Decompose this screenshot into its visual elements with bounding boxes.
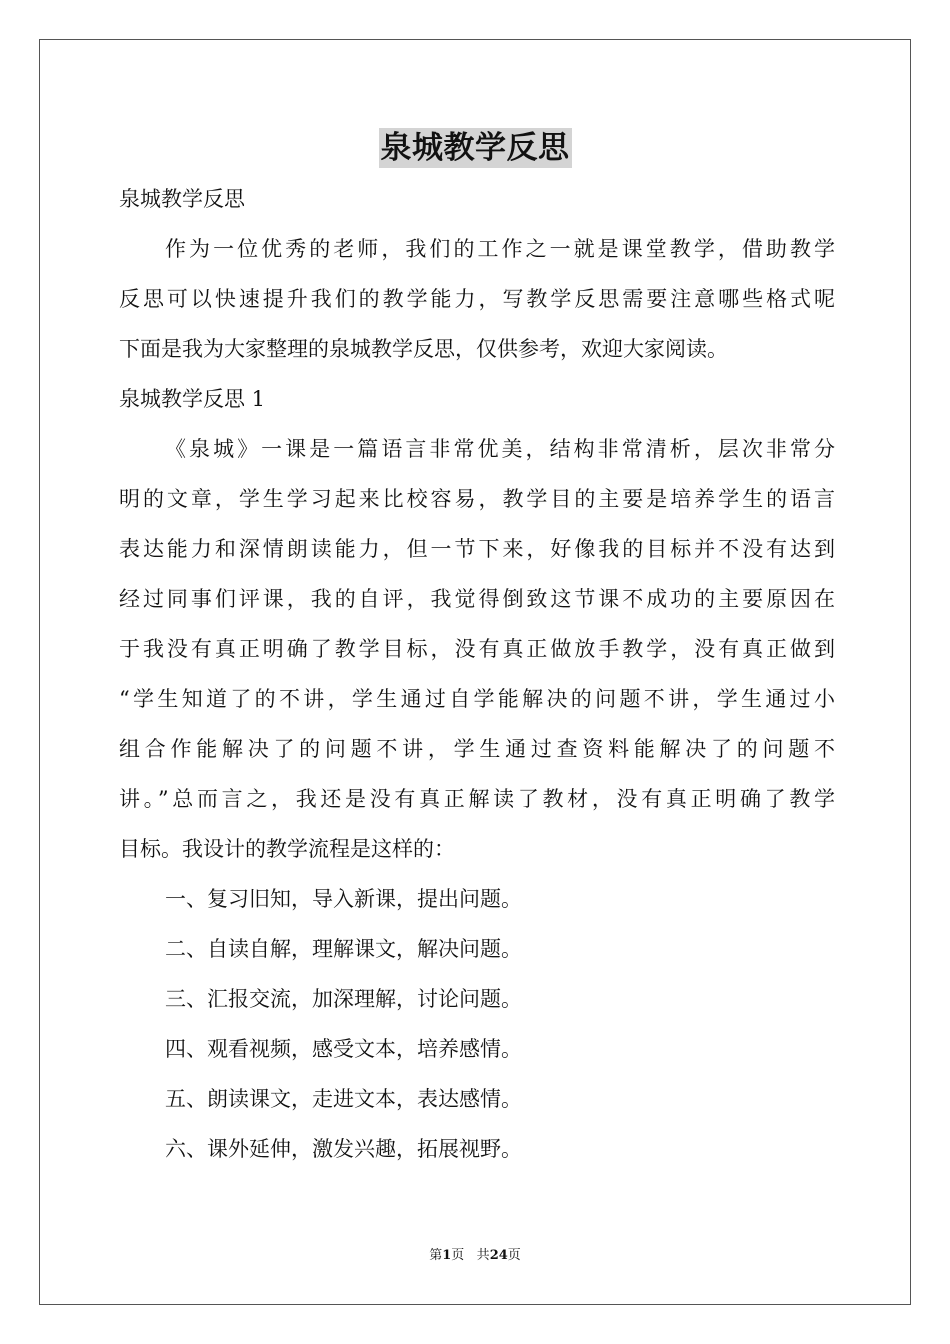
document-title: 泉城教学反思 — [380, 130, 570, 166]
paragraph-line: 表达能力和深情朗读能力，但一节下来，好像我的目标并不没有达到 — [119, 537, 835, 561]
list-item: 一、复习旧知，导入新课，提出问题。 — [165, 887, 522, 911]
document-body — [119, 174, 835, 1174]
paragraph-line: 经过同事们评课，我的自评，我觉得倒致这节课不成功的主要原因在 — [119, 587, 835, 611]
paragraph-line: 下面是我为大家整理的泉城教学反思，仅供参考，欢迎大家阅读。 — [119, 337, 728, 361]
total-suffix: 页 — [507, 1248, 521, 1263]
title-container — [0, 128, 950, 168]
total-prefix: 共 — [476, 1248, 490, 1263]
list-item: 三、汇报交流，加深理解，讨论问题。 — [165, 987, 522, 1011]
list-item: 二、自读自解，理解课文，解决问题。 — [165, 937, 522, 961]
paragraph-line: 作为一位优秀的老师，我们的工作之一就是课堂教学，借助教学 — [165, 237, 835, 261]
paragraph-line: 《泉城》一课是一篇语言非常优美，结构非常清析，层次非常分 — [165, 437, 835, 461]
paragraph-line: 反思可以快速提升我们的教学能力，写教学反思需要注意哪些格式呢 — [119, 287, 835, 311]
paragraph-line: 组合作能解决了的问题不讲，学生通过查资料能解决了的问题不 — [119, 737, 835, 761]
section-heading: 泉城教学反思 1 — [119, 387, 266, 411]
total-pages: 24 — [489, 1248, 508, 1263]
list-item: 六、课外延伸，激发兴趣，拓展视野。 — [165, 1137, 522, 1161]
page-suffix: 页 — [451, 1248, 465, 1263]
paragraph-line: 目标。我设计的教学流程是这样的： — [119, 837, 455, 861]
subtitle-line: 泉城教学反思 — [119, 187, 245, 211]
paragraph-line: 讲。”总而言之，我还是没有真正解读了教材，没有真正明确了教学 — [119, 787, 835, 811]
page-prefix: 第 — [429, 1248, 443, 1263]
paragraph-line: 于我没有真正明确了教学目标，没有真正做放手教学，没有真正做到 — [119, 637, 835, 661]
page-number: 1 — [442, 1248, 452, 1263]
paragraph-line: “学生知道了的不讲，学生通过自学能解决的问题不讲，学生通过小 — [119, 687, 835, 711]
list-item: 五、朗读课文，走进文本，表达感情。 — [165, 1087, 522, 1111]
list-item: 四、观看视频，感受文本，培养感情。 — [165, 1037, 522, 1061]
paragraph-line: 明的文章，学生学习起来比校容易，教学目的主要是培养学生的语言 — [119, 487, 835, 511]
page-footer — [0, 1247, 950, 1265]
